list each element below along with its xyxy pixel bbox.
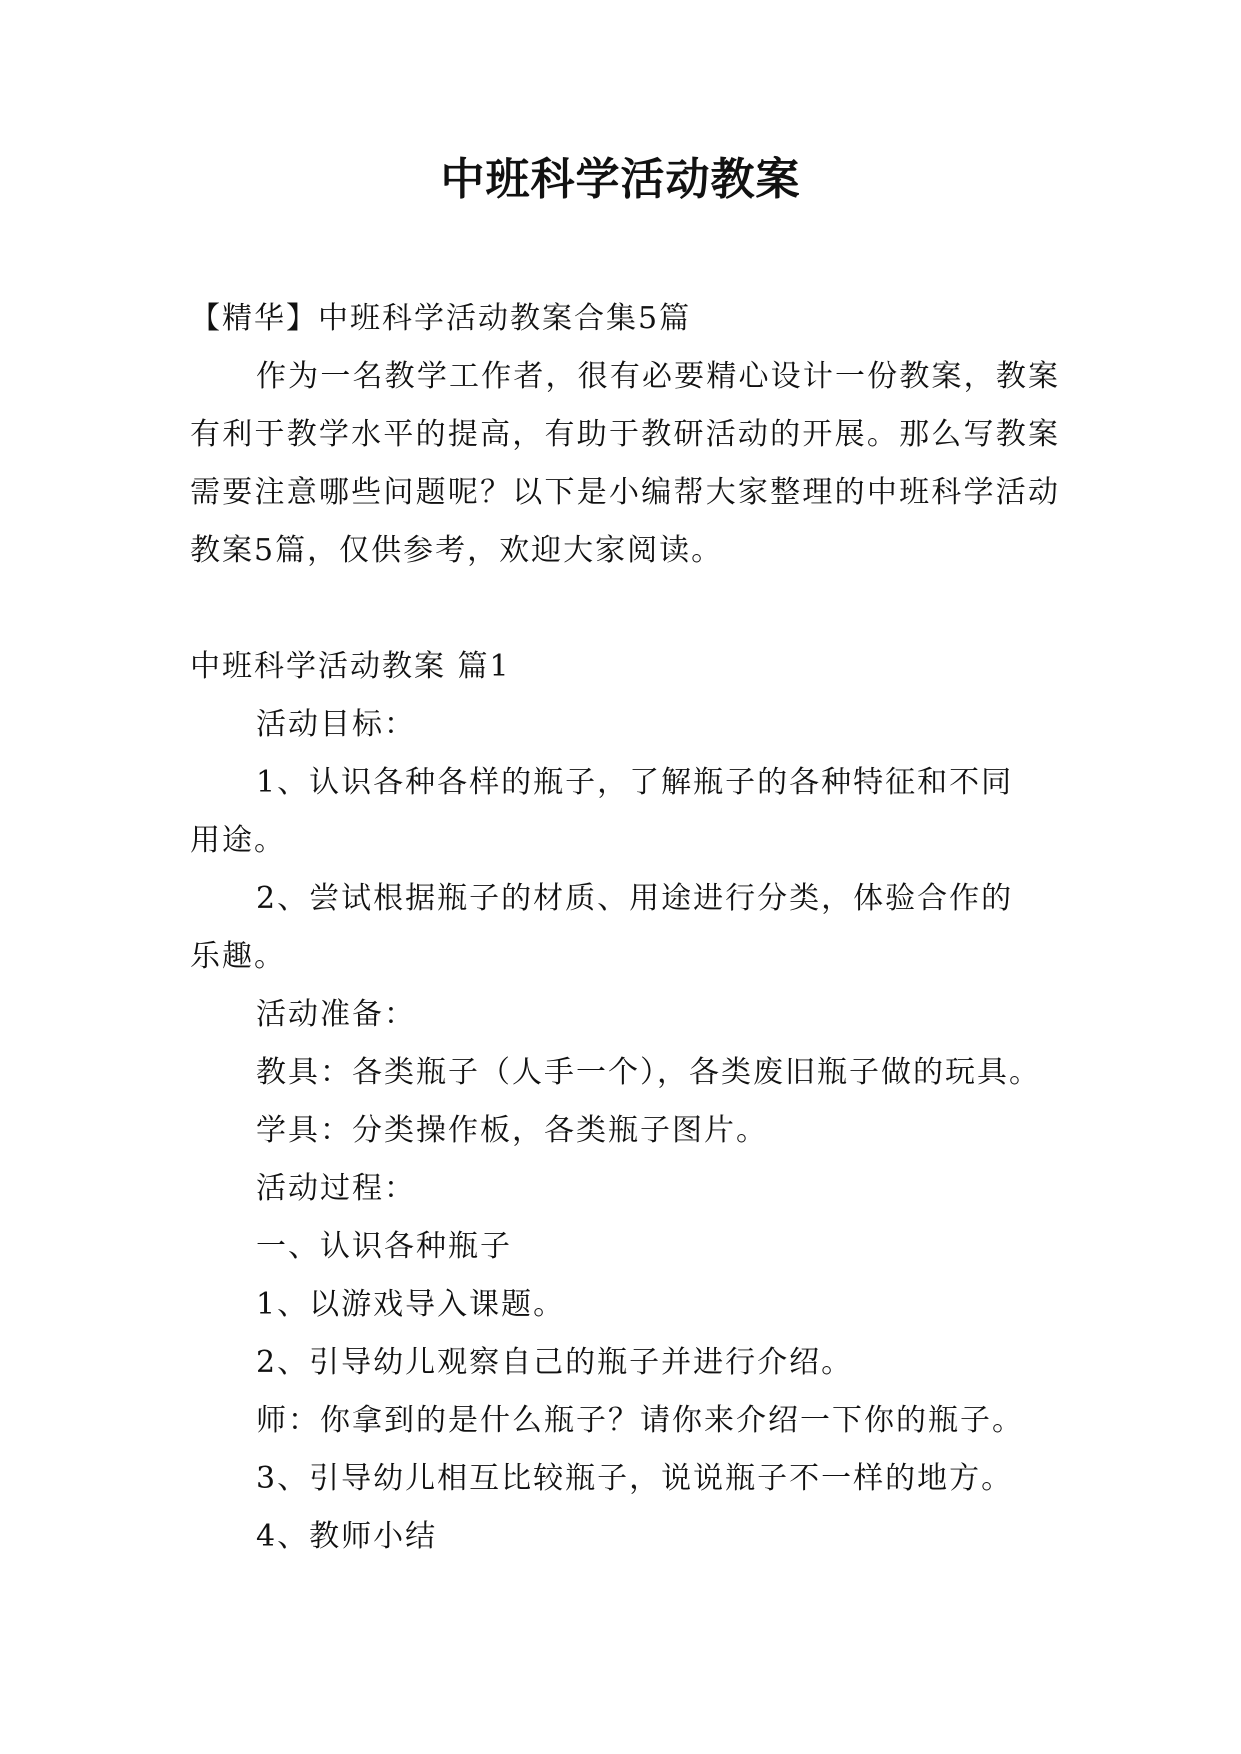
step-2: 2、引导幼儿观察自己的瓶子并进行介绍。 [256, 1345, 854, 1380]
document-body [190, 290, 1060, 1566]
step-3: 3、引导幼儿相互比较瓶子，说说瓶子不一样的地方。 [256, 1461, 1014, 1496]
document-subtitle: 【精华】中班科学活动教案合集5篇 [190, 301, 692, 336]
intro-paragraph: 作为一名教学工作者，很有必要精心设计一份教案，教案有利于教学水平的提高，有助于教研活动的开展。那么写教案需要注意哪些问题呢？以下是小编帮大家整理的中班科学活动教案5篇，仅供参考，欢迎大家阅读。 [190, 359, 1060, 568]
step-1: 1、以游戏导入课题。 [256, 1287, 566, 1322]
prep-student: 学具：分类操作板，各类瓶子图片。 [256, 1113, 768, 1148]
goal-1-line-2: 用途。 [190, 823, 286, 858]
goal-2-line-1: 2、尝试根据瓶子的材质、用途进行分类，体验合作的 [256, 881, 1014, 916]
goal-2-line-2: 乐趣。 [190, 939, 286, 974]
goals-label: 活动目标： [256, 707, 416, 742]
paragraph-spacer [190, 580, 1060, 638]
prep-label: 活动准备： [256, 997, 416, 1032]
teacher-question: 师：你拿到的是什么瓶子？请你来介绍一下你的瓶子。 [256, 1403, 1024, 1438]
step-heading: 一、认识各种瓶子 [256, 1229, 512, 1264]
goal-1-line-1: 1、认识各种各样的瓶子，了解瓶子的各种特征和不同 [256, 765, 1014, 800]
step-4: 4、教师小结 [256, 1519, 438, 1554]
document-title: 中班科学活动教案 [440, 154, 801, 205]
prep-teacher: 教具：各类瓶子（人手一个），各类废旧瓶子做的玩具。 [256, 1055, 1041, 1090]
process-label: 活动过程： [256, 1171, 416, 1206]
section-heading: 中班科学活动教案 篇1 [190, 649, 511, 684]
